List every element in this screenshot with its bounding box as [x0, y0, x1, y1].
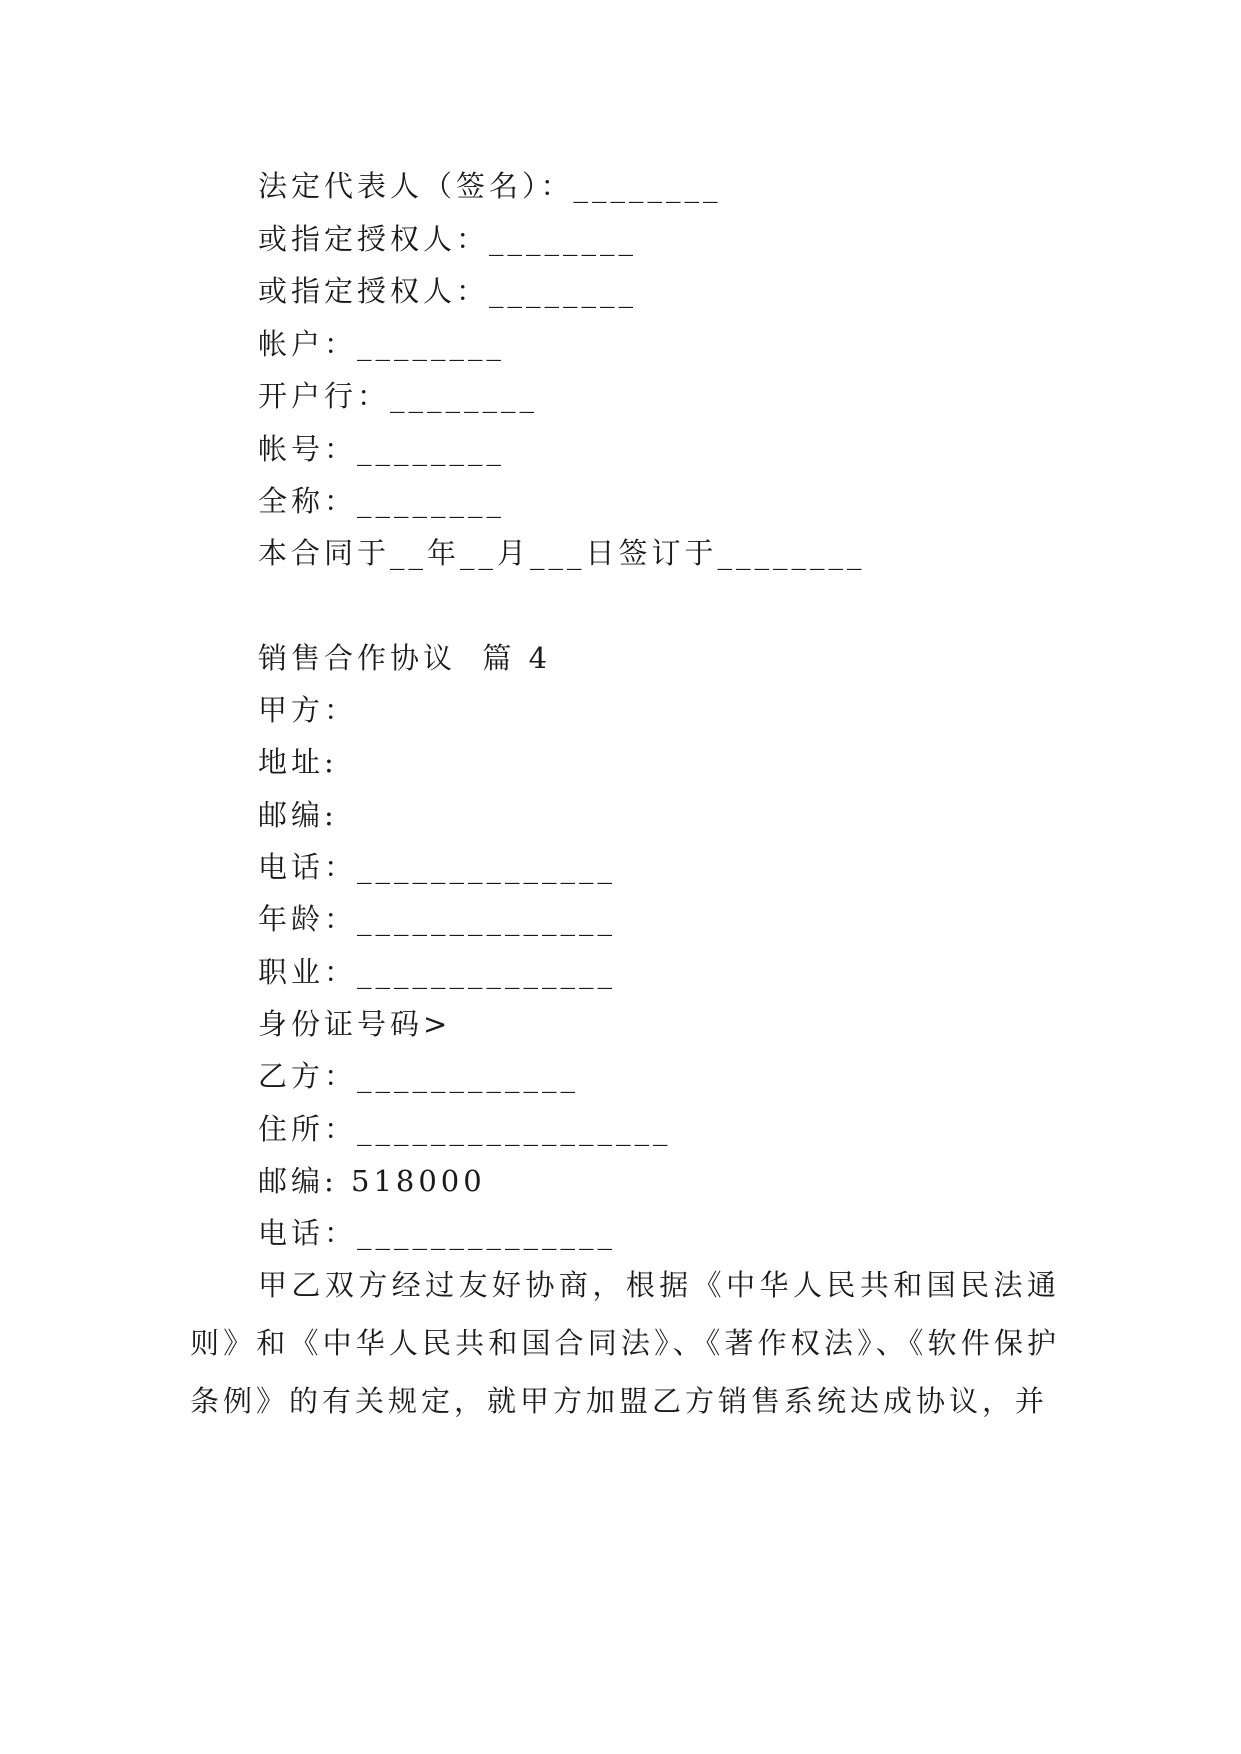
- party-a-address-line: 地址:: [258, 745, 338, 779]
- full-name-line: 全称：________: [258, 484, 506, 518]
- opening-bank-line: 开户行：________: [258, 379, 539, 413]
- party-a-id-number-line: 身份证号码>: [258, 1007, 452, 1041]
- authorized-person-line-2: 或指定授权人：________: [258, 274, 638, 308]
- party-a-postcode-line: 邮编:: [258, 798, 338, 832]
- agreement-intro-paragraph: 甲乙双方经过友好协商，根据《中华人民共和国民法通则》和《中华人民共和国合同法》、《著作权法》、《软件保护条例》的有关规定，就甲方加盟乙方销售系统达成协议，并: [190, 1268, 1060, 1418]
- legal-representative-signature-line: 法定代表人（签名）：________: [258, 169, 722, 203]
- party-b-line: 乙方：____________: [258, 1059, 580, 1093]
- party-b-postcode-line: 邮编: 518000: [258, 1164, 486, 1198]
- party-a-occupation-line: 职业：______________: [258, 955, 617, 989]
- party-a-line: 甲方：: [258, 693, 358, 727]
- party-a-age-line: 年龄：______________: [258, 902, 617, 936]
- contract-signing-date-line: 本合同于__年__月___日签订于________: [258, 536, 866, 570]
- account-line: 帐户：________: [258, 327, 506, 361]
- party-b-residence-line: 住所：_________________: [258, 1112, 672, 1146]
- authorized-person-line: 或指定授权人：________: [258, 222, 638, 256]
- section-title: 销售合作协议 篇 4: [258, 641, 552, 675]
- account-number-line: 帐号：________: [258, 432, 506, 466]
- party-a-phone-line: 电话：______________: [258, 850, 617, 884]
- party-b-phone-line: 电话：______________: [258, 1216, 617, 1250]
